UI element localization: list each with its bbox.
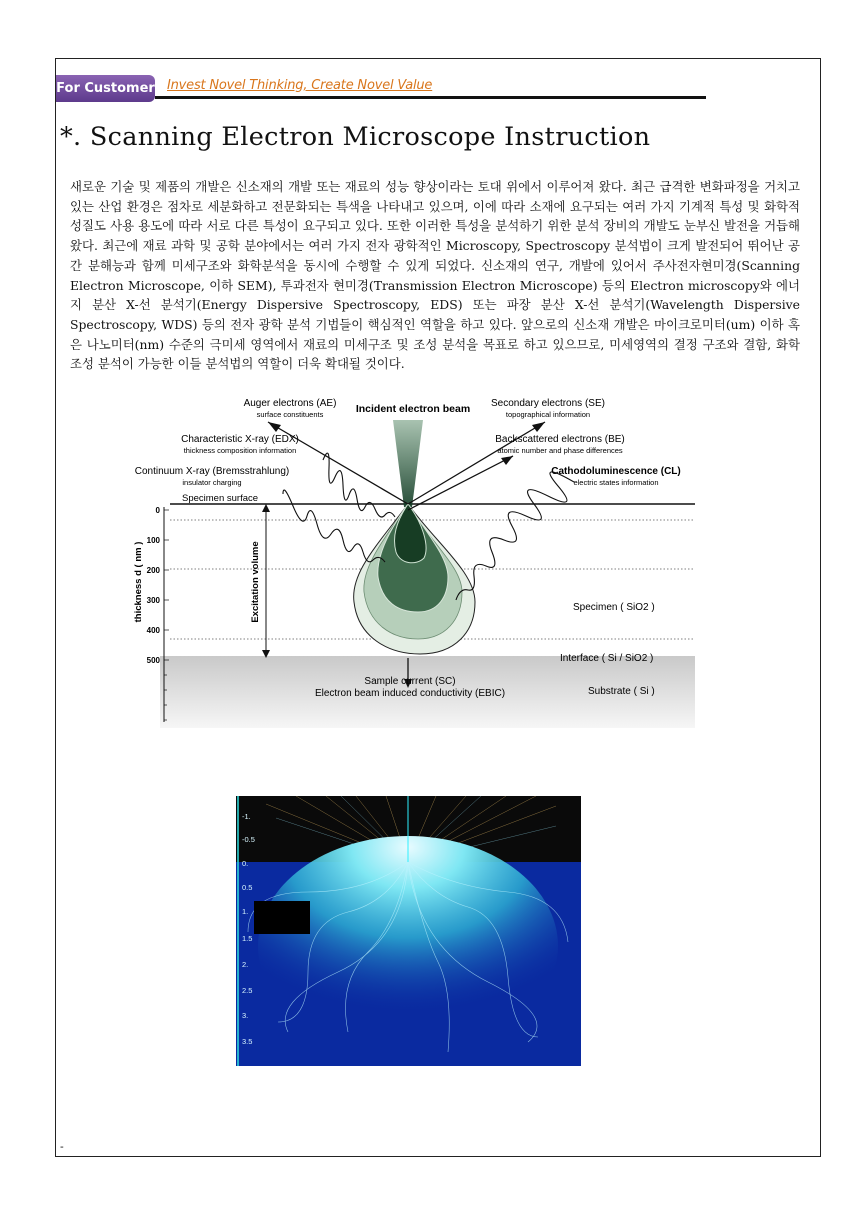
- header-rule: [155, 96, 706, 99]
- axis-label: thickness d ( nm ): [133, 541, 144, 623]
- sim-tick-2: 0.: [242, 859, 249, 868]
- label-sample-current: Sample current (SC): [364, 676, 456, 687]
- label-auger-sub: surface constituents: [256, 410, 324, 419]
- tick-0: 0: [155, 506, 160, 515]
- footer-mark: -: [60, 1140, 64, 1153]
- label-substrate: Substrate ( Si ): [588, 686, 655, 697]
- tick-300: 300: [146, 596, 160, 605]
- excitation-inner: [395, 504, 427, 563]
- sim-tick-9: 3.5: [242, 1037, 253, 1046]
- label-bse: Backscattered electrons (BE): [495, 434, 625, 445]
- label-surface: Specimen surface: [182, 493, 259, 504]
- sim-tick-5: 1.5: [242, 934, 253, 943]
- sim-tick-3: 0.5: [242, 883, 253, 892]
- tick-400: 400: [146, 626, 160, 635]
- label-specimen: Specimen ( SiO2 ): [573, 602, 655, 613]
- label-ebic: Electron beam induced conductivity (EBIC): [314, 688, 506, 699]
- sim-tick-0: -1.: [242, 812, 251, 821]
- label-auger: Auger electrons (AE): [243, 398, 337, 409]
- tick-200: 200: [146, 566, 160, 575]
- intro-paragraph: 새로운 기술 및 제품의 개발은 신소재의 개발 또는 재료의 성능 향상이라는 토대 위에서 이루어져 왔다. 최근 급격한 변화파정을 거치고 있는 산업 환경은 점차로 세분화하고 전문화되는 특색을 나타내고 있으며, 이에 따라 소재에 요구되는 여러 가지 기계적 특성 및 화학적 성질도 사용 용도에 따라 서로 다른 특성이 요구되고 있다. 또한 이러한 특성을 분석하기 위한 분석 장비의 개발도 눈부신 발전을 거듭해 왔다. 최근에 재료 과학 및 공학 분야에서는 여러 가지 전자 광학적인 Microscopy, Spectroscopy 분석법이 크게 발전되어 뛰어난 공간 분해능과 함께 미세구조와 화학분석을 동시에 수행할 수 있게 되었다. 신소재의 연구, 개발에 있어서 주사전자현미경(Scanning Electron Microscope, 이하 SEM), 투과전자 현미경(Transmission Electron Microscope) 등의 Electron microscopy와 에너지 분산 X-선 분석기(Energy Dispersive Spectroscopy, EDS) 또는 파장 분산 X-선 분석기(Wavelength Dispersive Spectroscopy, WDS) 등의 전자 광학 분석 기법들이 핵심적인 역할을 하고 있다. 앞으로의 신소재 개발은 마이크로미터(um) 이하 혹은 나노미터(nm) 수준의 극미세 영역에서 재료의 미세구조 및 조성 분석을 목표로 하고 있으므로, 미세영역의 결정 구조와 결함, 화학 조성 분석이 가능한 이들 분석법의 역할이 더욱 확대될 것이다.: [70, 179, 800, 372]
- label-edx-sub: thickness composition information: [183, 446, 297, 455]
- label-interface: Interface ( Si / SiO2 ): [560, 653, 654, 664]
- label-brems-sub: insulator charging: [182, 478, 242, 487]
- sim-tick-4: 1.: [242, 907, 249, 916]
- label-edx: Characteristic X-ray (EDX): [181, 434, 299, 445]
- tick-500: 500: [146, 656, 160, 665]
- label-brems: Continuum X-ray (Bremsstrahlung): [134, 466, 290, 477]
- excitation-label: Excitation volume: [250, 541, 261, 623]
- incident-beam: [393, 420, 423, 507]
- tick-100: 100: [146, 536, 160, 545]
- label-cl: Cathodoluminescence (CL): [551, 466, 681, 477]
- label-incident: Incident electron beam: [355, 403, 471, 415]
- label-bse-sub: atomic number and phase differences: [497, 446, 623, 455]
- electron-interaction-diagram: [130, 392, 700, 732]
- sim-tick-7: 2.5: [242, 986, 253, 995]
- label-secondary: Secondary electrons (SE): [491, 398, 605, 409]
- label-secondary-sub: topographical information: [505, 410, 591, 419]
- monte-carlo-simulation: [236, 796, 581, 1066]
- sim-tick-8: 3.: [242, 1011, 249, 1020]
- page-title: *. Scanning Electron Microscope Instruction: [60, 122, 651, 152]
- sim-tick-6: 2.: [242, 960, 249, 969]
- for-customer-badge: For Customer: [56, 75, 155, 102]
- sim-tick-1: -0.5: [242, 835, 255, 844]
- company-slogan: Invest Novel Thinking, Create Novel Value: [167, 78, 433, 93]
- masked-region: [254, 901, 310, 934]
- label-cl-sub: electric states information: [573, 478, 659, 487]
